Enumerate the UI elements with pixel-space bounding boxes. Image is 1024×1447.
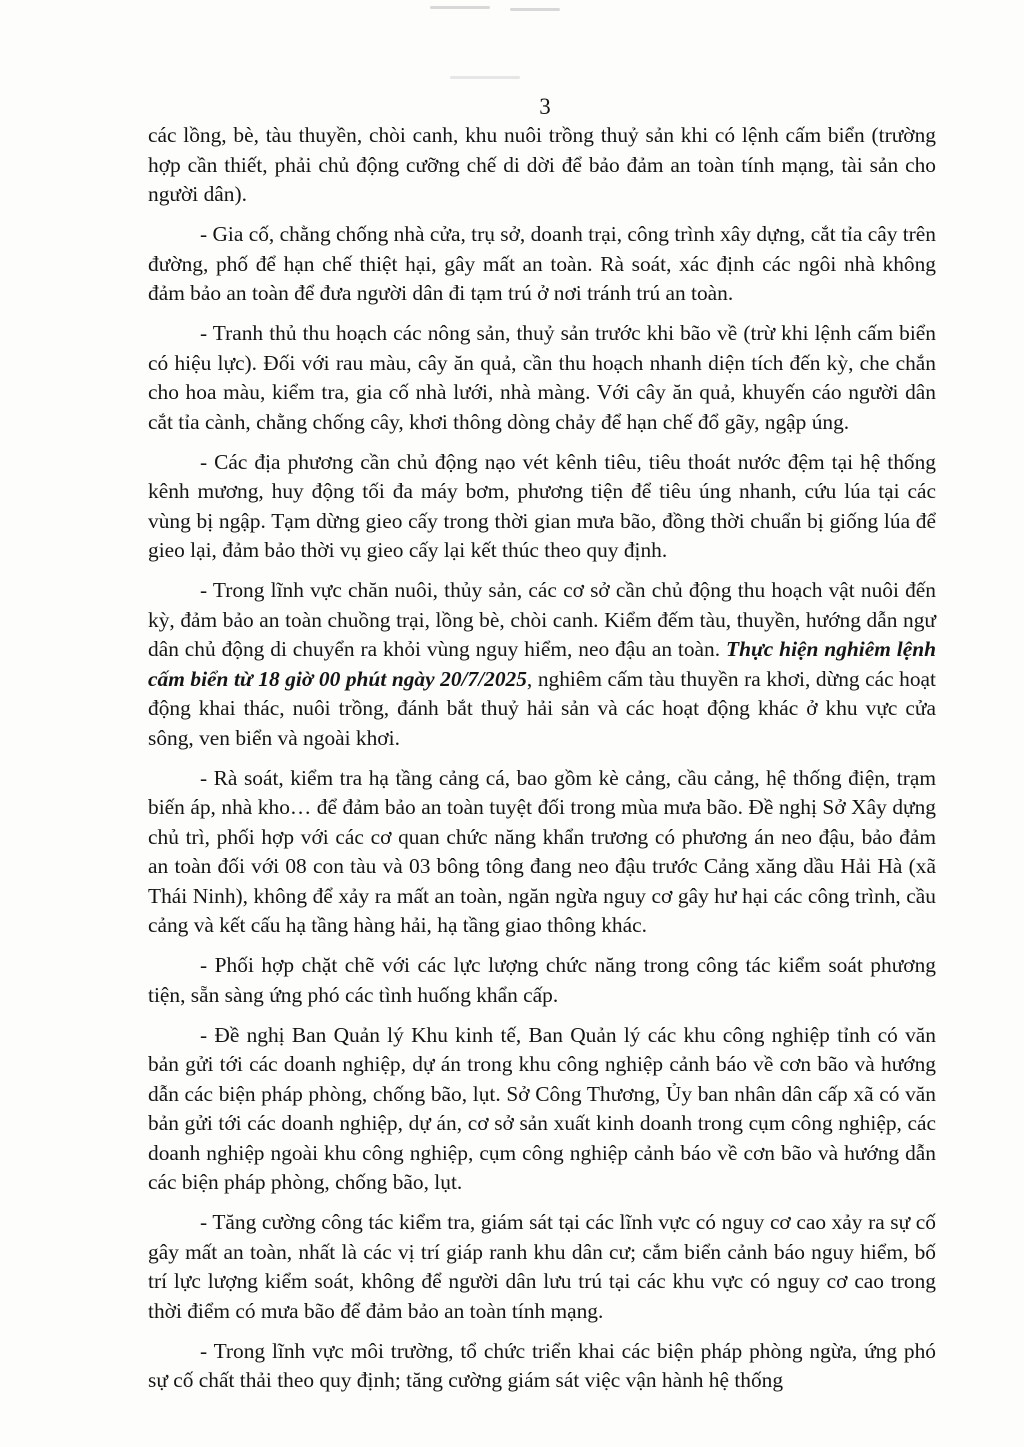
ban-order-emphasis: Thực hiện nghiêm lệnh cấm biển từ 18 giờ 00 phút ngày 20/7/2025 [148,637,936,691]
paragraph: các lồng, bè, tàu thuyền, chòi canh, khu nuôi trồng thuỷ sản khi có lệnh cấm biển (trường hợp cần thiết, phải chủ động cưỡng chế di dời để bảo đảm an toàn tính mạng, tài sản cho người dân). [148,123,936,206]
scan-artifact [510,8,560,11]
paragraph: - Tăng cường công tác kiểm tra, giám sát tại các lĩnh vực có nguy cơ cao xảy ra sự cố gây mất an toàn, nhất là các vị trí giáp ranh khu dân cư; cắm biển cảnh báo nguy hiểm, bố trí lực lượng kiểm soát, không để người dân lưu trú tại các khu vực có nguy cơ cao trong thời điểm có mưa bão để đảm bảo an toàn tính mạng. [148,1210,936,1323]
paragraph: - Tranh thủ thu hoạch các nông sản, thuỷ sản trước khi bão về (trừ khi lệnh cấm biển có hiệu lực). Đối với rau màu, cây ăn quả, cần thu hoạch nhanh diện tích đến kỳ, che chắn cho hoa màu, kiểm tra, gia cố nhà lưới, nhà màng. Với cây ăn quả, khuyến cáo người dân cắt tỉa cành, chằng chống cây, khơi thông dòng chảy để hạn chế đổ gãy, ngập úng. [148,321,936,434]
scan-artifact [450,76,520,79]
paragraph-text: - Trong lĩnh vực chăn nuôi, thủy sản, các cơ sở cần chủ động thu hoạch vật nuôi đến kỳ, đảm bảo an toàn chuồng trại, lồng bè, chòi canh. Kiểm đếm tàu, thuyền, hướng dẫn ngư dân chủ động di chuyển ra khỏi vùng nguy hiểm, neo đậu an toàn. [148,578,936,661]
paragraph: - Gia cố, chằng chống nhà cửa, trụ sở, doanh trại, công trình xây dựng, cắt tỉa cây trên đường, phố để hạn chế thiệt hại, gây mất an toàn. Rà soát, xác định các ngôi nhà không đảm bảo an toàn để đưa người dân đi tạm trú ở nơi tránh trú an toàn. [148,222,936,305]
paragraph [148,576,936,753]
page-number: 3 [539,94,551,119]
paragraph: - Rà soát, kiểm tra hạ tầng cảng cá, bao gồm kè cảng, cầu cảng, hệ thống điện, trạm biến áp, nhà kho… để đảm bảo an toàn tuyệt đối trong mùa mưa bão. Đề nghị Sở Xây dựng chủ trì, phối hợp với các cơ quan chức năng khẩn trương có phương án neo đậu, bảo đảm an toàn đối với 08 con tàu và 03 bông tông đang neo đậu trước Cảng xăng dầu Hải Hà (xã Thái Ninh), không để xảy ra mất an toàn, ngăn ngừa nguy cơ gây hư hại các công trình, cầu cảng và kết cấu hạ tầng hàng hải, hạ tầng giao thông khác. [148,765,936,937]
paragraph: - Các địa phương cần chủ động nạo vét kênh tiêu, tiêu thoát nước đệm tại hệ thống kênh mương, huy động tối đa máy bơm, phương tiện để tiêu úng nhanh, cứu lúa tại các vùng bị ngập. Tạm dừng gieo cấy trong thời gian mưa bão, đồng thời chuẩn bị giống lúa để gieo lại, đảm bảo thời vụ gieo cấy lại kết thúc theo quy định. [148,449,936,562]
paragraph-text: , nghiêm cấm tàu thuyền ra khơi, dừng các hoạt động khai thác, nuôi trồng, đánh bắt thuỷ hải sản và các hoạt động khác ở khu vực cửa sông, ven biển và ngoài khơi. [148,666,936,750]
paragraph: - Phối hợp chặt chẽ với các lực lượng chức năng trong công tác kiểm soát phương tiện, sẵn sàng ứng phó các tình huống khẩn cấp. [148,953,936,1007]
scan-artifact [430,6,490,9]
paragraph: - Trong lĩnh vực môi trường, tổ chức triển khai các biện pháp phòng ngừa, ứng phó sự cố chất thải theo quy định; tăng cường giám sát việc vận hành hệ thống [148,1338,936,1392]
document-body [148,121,936,1406]
paragraph: - Đề nghị Ban Quản lý Khu kinh tế, Ban Quản lý các khu công nghiệp tỉnh có văn bản gửi tới các doanh nghiệp, dự án trong khu công nghiệp cảnh báo về cơn bão và hướng dẫn các biện pháp phòng, chống bão, lụt. Sở Công Thương, Ủy ban nhân dân cấp xã có văn bản gửi tới các doanh nghiệp, dự án, cơ sở sản xuất kinh doanh trong cụm công nghiệp, các doanh nghiệp ngoài khu công nghiệp, cụm công nghiệp cảnh báo về cơn bão và hướng dẫn các biện pháp phòng, chống bão, lụt. [148,1022,936,1194]
